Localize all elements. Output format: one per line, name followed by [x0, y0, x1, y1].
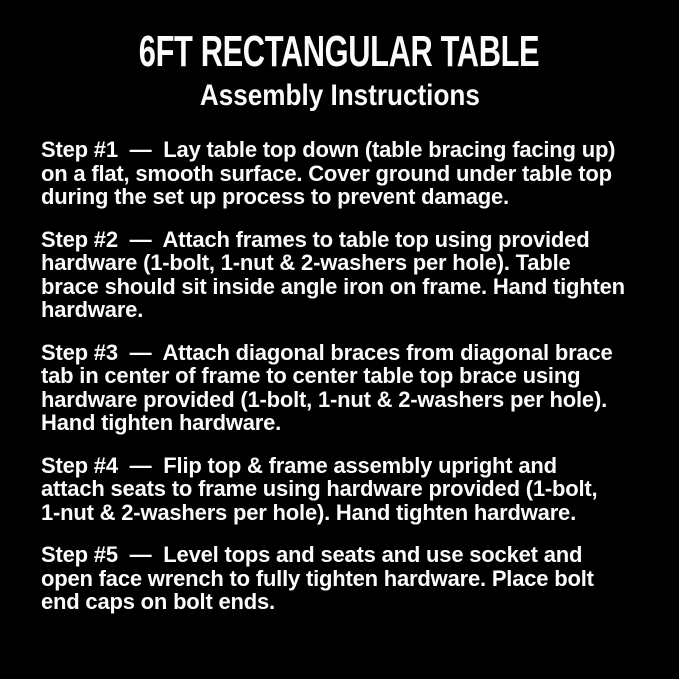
- step-line: hardware (1-bolt, 1-nut & 2-washers per hole). Table: [41, 250, 571, 275]
- step-line: open face wrench to fully tighten hardware. Place bolt: [41, 565, 594, 591]
- step-line: Step #5 — Level tops and seats and use socket and: [41, 542, 583, 567]
- poster-subtitle: Assembly Instructions: [199, 79, 480, 112]
- step-2: [41, 228, 679, 322]
- poster-header: [0, 27, 679, 112]
- step-3: [41, 341, 679, 435]
- steps-list: [41, 138, 679, 614]
- step-line: on a flat, smooth surface. Cover ground under table top: [41, 160, 612, 186]
- step-line: during the set up process to prevent damage.: [41, 184, 509, 209]
- step-line: Step #2 — Attach frames to table top using provided: [41, 226, 590, 252]
- step-line: Step #1 — Lay table top down (table bracing facing up): [41, 137, 616, 162]
- step-line: Step #4 — Flip top & frame assembly upright and: [41, 452, 557, 478]
- step-4: [41, 454, 679, 525]
- step-line: Step #3 — Attach diagonal braces from diagonal brace: [41, 339, 613, 365]
- poster-title: 6FT RECTANGULAR TABLE: [139, 27, 540, 76]
- step-5: [41, 543, 679, 614]
- step-line: brace should sit inside angle iron on frame. Hand tighten: [41, 273, 625, 299]
- step-1: [41, 138, 679, 209]
- step-line: Hand tighten hardware.: [41, 410, 282, 435]
- subtitle-row: [0, 81, 679, 111]
- step-line: hardware.: [41, 297, 144, 322]
- step-line: end caps on bolt ends.: [41, 589, 275, 614]
- step-line: 1-nut & 2-washers per hole). Hand tighten hardware.: [41, 499, 576, 525]
- step-line: hardware provided (1-bolt, 1-nut & 2-washers per hole).: [41, 386, 607, 412]
- title-row: [0, 27, 679, 76]
- step-line: attach seats to frame using hardware provided (1-bolt,: [41, 476, 598, 501]
- step-line: tab in center of frame to center table top brace using: [41, 363, 581, 388]
